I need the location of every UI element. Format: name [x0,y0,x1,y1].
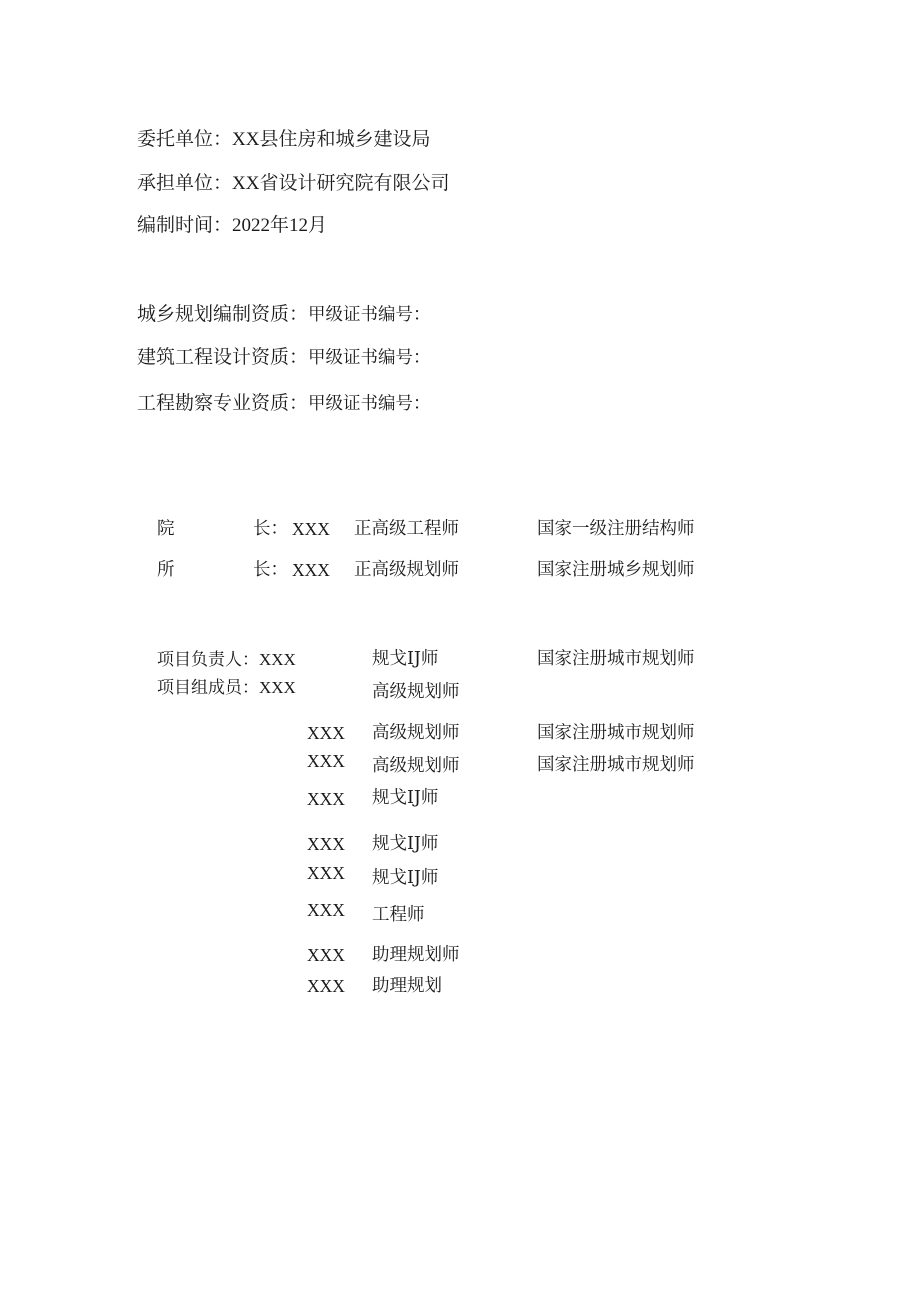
leader-title: 正高级工程师 [354,519,459,539]
contractor-value: XX省设计研究院有限公司 [232,173,450,194]
leader-title: 正高级规划师 [354,560,459,580]
member-title: 助理规划师 [372,945,460,965]
project-leader-registration: 国家注册城市规划师 [537,649,695,669]
member-title: 规戈IJ师 [372,788,439,808]
client-line [137,130,430,149]
member-name: XXX [307,976,345,996]
project-leader-label: 项目负责人： [157,650,259,670]
compile-time-line [137,216,327,235]
leader-role-last: 长： [253,560,288,580]
leader-name: XXX [292,560,330,580]
leader-role-first: 所 [157,560,175,580]
qualification-label: 城乡规划编制资质： [137,303,309,325]
member-title: 高级规划师 [372,723,460,743]
qualification-value: 甲级证书编号： [308,305,431,325]
member-name: XXX [307,834,345,854]
member-title: 助理规划 [372,976,442,996]
member-name: XXX [307,945,345,965]
leader-role-last: 长： [253,519,288,539]
project-leader-line [157,651,296,669]
qualification-line [137,394,431,414]
project-leader-title: 规戈IJ师 [372,649,439,669]
leader-registration: 国家一级注册结构师 [537,519,695,539]
member-name: XXX [307,751,345,771]
qualification-line [137,348,431,368]
contractor-label: 承担单位： [137,172,233,194]
compile-time-label: 编制时间： [137,214,233,236]
member-name: XXX [307,723,345,743]
leader-role-first: 院 [157,519,175,539]
qualification-label: 工程勘察专业资质： [137,392,309,414]
member-title: 高级规划师 [372,756,460,776]
qualification-value: 甲级证书编号： [308,394,431,414]
member-name: XXX [307,789,345,809]
member-title: 规戈IJ师 [372,868,439,888]
member-title: 规戈IJ师 [372,834,439,854]
client-label: 委托单位： [137,128,233,150]
member-title: 工程师 [372,905,425,925]
member-registration: 国家注册城市规划师 [537,755,695,775]
client-value: XX县住房和城乡建设局 [232,129,431,150]
compile-time-value: 2022年12月 [232,215,328,236]
project-members-first-name: XXX [259,678,296,697]
leader-name: XXX [292,519,330,539]
member-name: XXX [307,900,345,920]
project-members-line [157,679,296,697]
member-name: XXX [307,863,345,883]
project-leader-name: XXX [259,650,296,669]
qualification-label: 建筑工程设计资质： [137,346,309,368]
project-members-first-title: 高级规划师 [372,682,460,702]
qualification-value: 甲级证书编号： [308,348,431,368]
qualification-line [137,305,431,325]
member-registration: 国家注册城市规划师 [537,723,695,743]
contractor-line [137,174,449,193]
leader-registration: 国家注册城乡规划师 [537,560,695,580]
project-members-label: 项目组成员： [157,678,259,698]
